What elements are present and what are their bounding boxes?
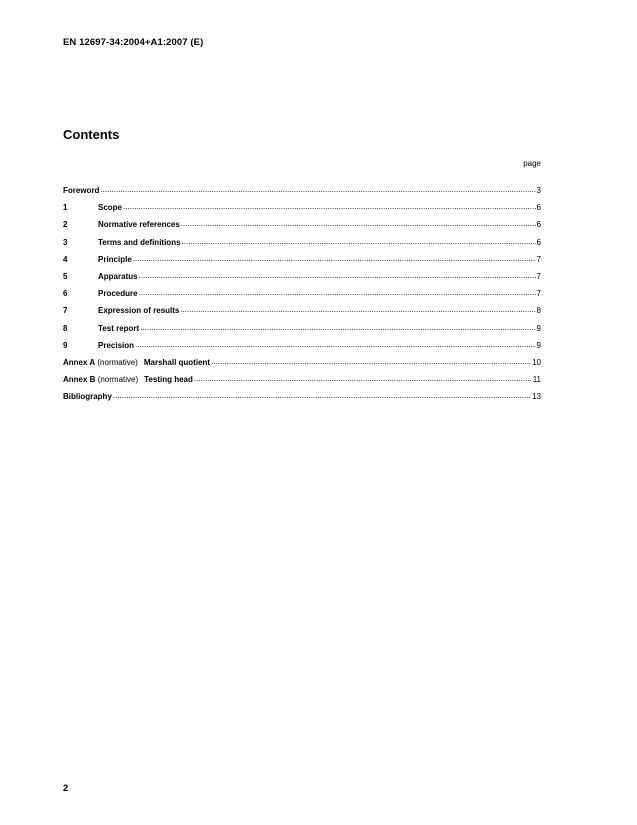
page-column-label: page	[523, 159, 541, 168]
toc-entry[interactable]	[63, 374, 541, 391]
toc-entry-title: Bibliography	[63, 392, 112, 402]
toc-entry[interactable]	[63, 271, 541, 288]
toc-entry-title: Principle	[98, 254, 132, 264]
toc-annex-type: (normative)	[97, 357, 138, 367]
toc-entry[interactable]	[63, 185, 541, 202]
toc-dot-leader	[194, 374, 532, 382]
toc-entry-number: 7	[63, 306, 68, 316]
toc-entry-title: Test report	[98, 323, 140, 333]
toc-entry-page: 10	[532, 357, 541, 367]
toc-dot-leader	[113, 391, 531, 399]
toc-entry-number: 3	[63, 237, 68, 247]
toc-entry-title: Marshall quotient	[143, 357, 211, 367]
toc-entry-page: 7	[536, 271, 541, 281]
toc-entry-page: 6	[536, 220, 541, 230]
toc-dot-leader	[123, 202, 536, 210]
toc-entry[interactable]	[63, 340, 541, 357]
toc-entry-page: 7	[536, 289, 541, 299]
toc-entry-number: 4	[63, 254, 68, 264]
toc-dot-leader	[140, 323, 535, 331]
toc-entry[interactable]	[63, 391, 541, 408]
toc-annex-label: Annex B	[63, 375, 96, 385]
toc-entry-page: 11	[532, 375, 541, 385]
toc-dot-leader	[135, 340, 536, 348]
toc-dot-leader	[133, 254, 536, 262]
toc-entry-number: 5	[63, 271, 68, 281]
toc-entry-page: 9	[536, 340, 541, 350]
toc-entry-title: Procedure	[98, 289, 138, 299]
toc-entry-page: 3	[536, 186, 541, 195]
toc-dot-leader	[181, 219, 536, 227]
toc-entry-title: Terms and definitions	[98, 237, 181, 247]
document-id: EN 12697-34:2004+A1:2007 (E)	[63, 37, 204, 48]
toc-entry-number: 8	[63, 323, 68, 333]
toc-dot-leader	[139, 288, 536, 296]
toc-entry-number: 6	[63, 289, 68, 299]
toc-entry-page: 6	[536, 237, 541, 247]
toc-entry-title: Expression of results	[98, 306, 180, 316]
toc-entry-page: 8	[536, 306, 541, 316]
toc-dot-leader	[211, 357, 531, 365]
toc-entry[interactable]	[63, 357, 541, 374]
toc-entry[interactable]	[63, 305, 541, 322]
toc-entry-number: 1	[63, 203, 68, 213]
toc-entry-title: Foreword	[63, 186, 100, 195]
toc-entry[interactable]	[63, 237, 541, 254]
toc-entry[interactable]	[63, 254, 541, 271]
toc-dot-leader	[182, 237, 536, 245]
toc-entry-title: Precision	[98, 340, 135, 350]
toc-entry[interactable]	[63, 202, 541, 219]
toc-entry[interactable]	[63, 219, 541, 236]
contents-heading: Contents	[63, 127, 120, 142]
toc-entry-number: 2	[63, 220, 68, 230]
toc-entry-title: Apparatus	[98, 271, 138, 281]
toc-entry-page: 7	[536, 254, 541, 264]
toc-dot-leader	[180, 305, 535, 313]
toc-entry-page: 13	[532, 392, 541, 402]
toc-entry[interactable]	[63, 323, 541, 340]
toc-entry-title: Scope	[98, 203, 123, 213]
toc-entry-title: Normative references	[98, 220, 180, 230]
toc-entry-page: 9	[536, 323, 541, 333]
toc-annex-label: Annex A	[63, 357, 96, 367]
toc-entry-number: 9	[63, 340, 68, 350]
page-number: 2	[63, 783, 69, 794]
toc-annex-type: (normative)	[97, 375, 139, 385]
table-of-contents	[63, 185, 541, 408]
toc-entry-page: 6	[536, 203, 541, 213]
toc-entry[interactable]	[63, 288, 541, 305]
toc-entry-title: Testing head	[144, 375, 193, 385]
toc-dot-leader	[139, 271, 536, 279]
toc-dot-leader	[100, 185, 535, 193]
